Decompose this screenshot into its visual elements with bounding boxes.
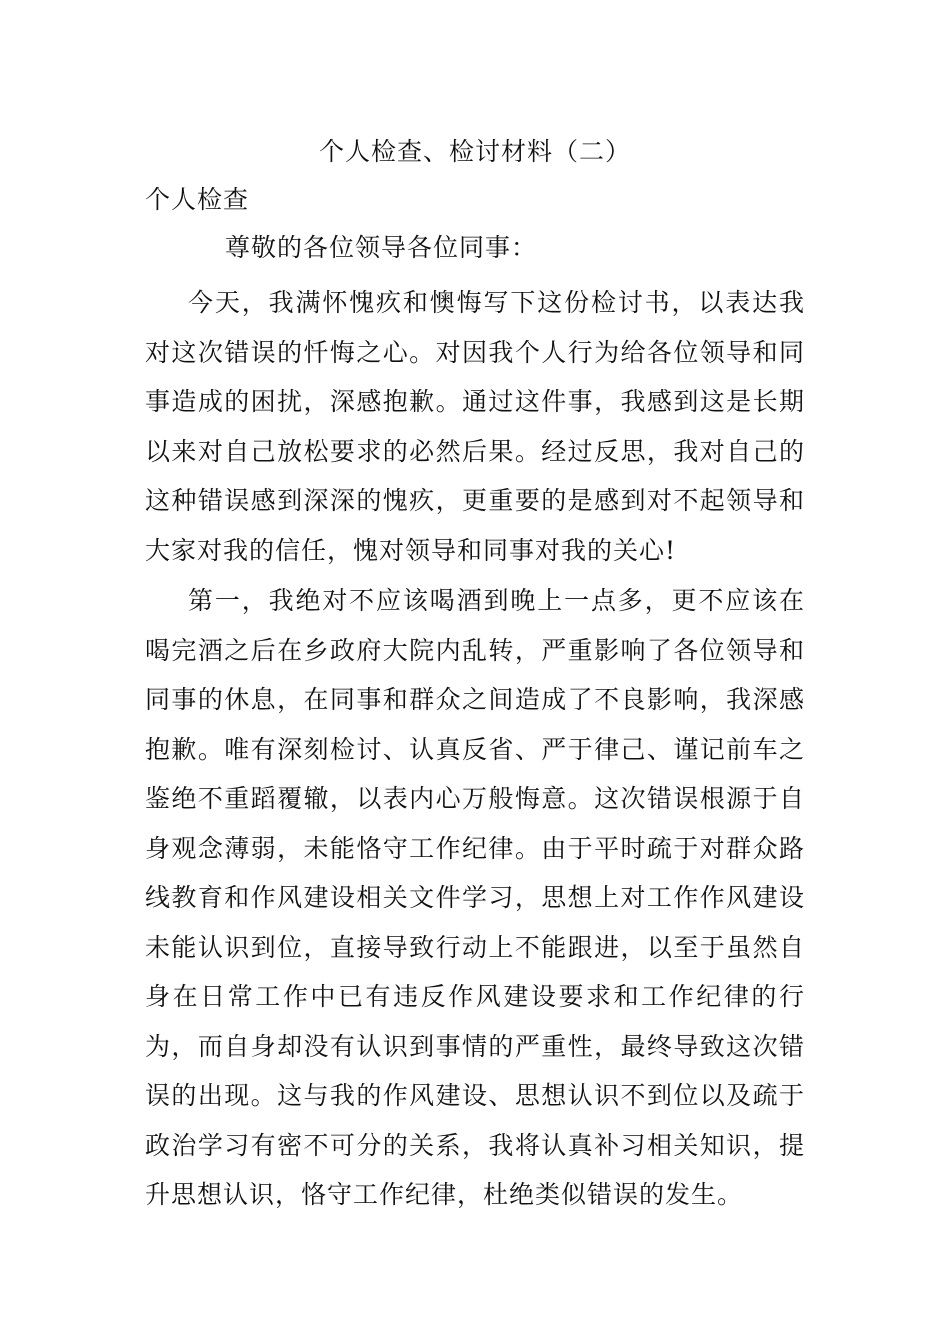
paragraph-apology: 今天，我满怀愧疚和懊悔写下这份检讨书，以表达我对这次错误的忏悔之心。对因我个人行为给各位领导和同事造成的困扰，深感抱歉。通过这件事，我感到这是长期以来对自己放松要求的必然后果。经过反思，我对自己的这种错误感到深深的愧疚，更重要的是感到对不起领导和大家对我的信任，愧对领导和同事对我的关心! <box>145 288 805 565</box>
paragraph-first-point: 第一，我绝对不应该喝酒到晚上一点多，更不应该在喝完酒之后在乡政府大院内乱转，严重影响了各位领导和同事的休息，在同事和群众之间造成了不良影响，我深感抱歉。唯有深刻检讨、认真反省、严于律己、谨记前车之鉴绝不重蹈覆辙，以表内心万般悔意。这次错误根源于自身观念薄弱，未能恪守工作纪律。由于平时疏于对群众路线教育和作风建设相关文件学习，思想上对工作作风建设未能认识到位，直接导致行动上不能跟进，以至于虽然自身在日常工作中已有违反作风建设要求和工作纪律的行为，而自身却没有认识到事情的严重性，最终导致这次错误的出现。这与我的作风建设、思想认识不到位以及疏于政治学习有密不可分的关系，我将认真补习相关知识，提升思想认识，恪守工作纪律，杜绝类似错误的发生。 <box>145 586 805 1209</box>
salutation: 尊敬的各位领导各位同事： <box>225 233 538 262</box>
document-title: 个人检查、检讨材料（二） <box>318 137 631 166</box>
document-subtitle: 个人检查 <box>145 185 250 214</box>
